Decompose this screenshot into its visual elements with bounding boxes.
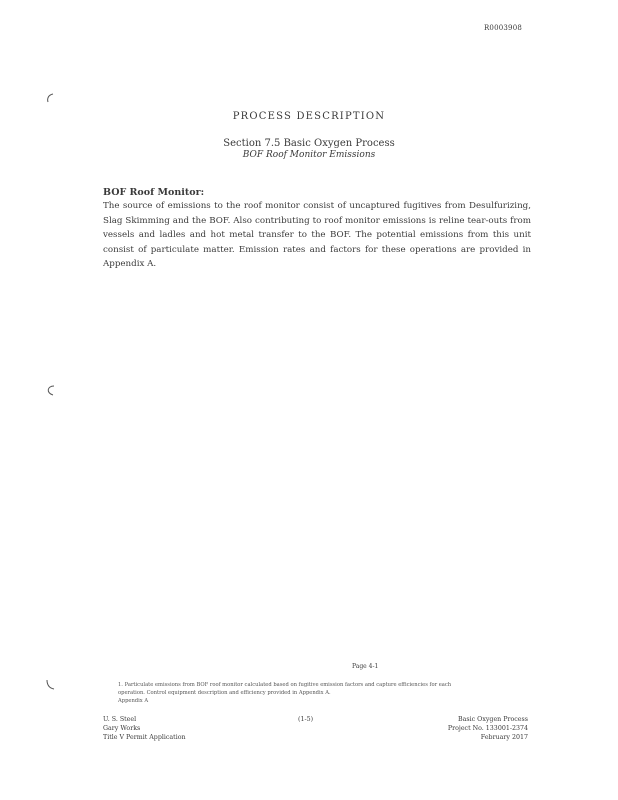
bates-number: R0003908 [483,24,522,32]
hole-punch-mark-middle [44,381,56,393]
hole-punch-mark-top [44,89,56,101]
document-title: PROCESS DESCRIPTION [232,111,386,122]
page-label: Page 4-1 [352,663,379,670]
footer-page-number: (1-5) [298,716,314,723]
footer-application: Title V Permit Application [103,734,186,741]
footer-date: February 2017 [480,734,528,741]
paragraph-heading: BOF Roof Monitor: [103,187,205,198]
hole-punch-mark-bottom [44,676,56,688]
footer-company: U. S. Steel [103,716,137,723]
footnote-line: operation. Control equipment description and efficiency provided in Appendix A. [118,690,331,696]
footer-project-number: Project No. 133001-2374 [447,725,528,732]
footer-section-name: Basic Oxygen Process [458,716,528,723]
section-subtitle: BOF Roof Monitor Emissions [242,150,376,160]
body-paragraph: The source of emissions to the roof monitor consist of uncaptured fugitives from Desulfurizing, Slag Skimming and the BOF. Also contributing to roof monitor emissions is reline tear-outs from vessels and ladles and hot metal transfer to the BOF. The potential emissions from this unit consist of particulate matter. Emission rates and factors for these operations are provided in Appendix A. [103,201,531,270]
footnote-line: 1. Particulate emissions from BOF roof monitor calculated based on fugitive emission factors and capture efficiencies for each [118,682,452,688]
footnote-line: Appendix A [118,698,149,704]
footer-left [103,715,303,742]
footnote [118,681,518,705]
footer-facility: Gary Works [103,725,141,732]
footer-right [368,715,528,742]
section-heading: Section 7.5 Basic Oxygen Process [223,138,395,149]
